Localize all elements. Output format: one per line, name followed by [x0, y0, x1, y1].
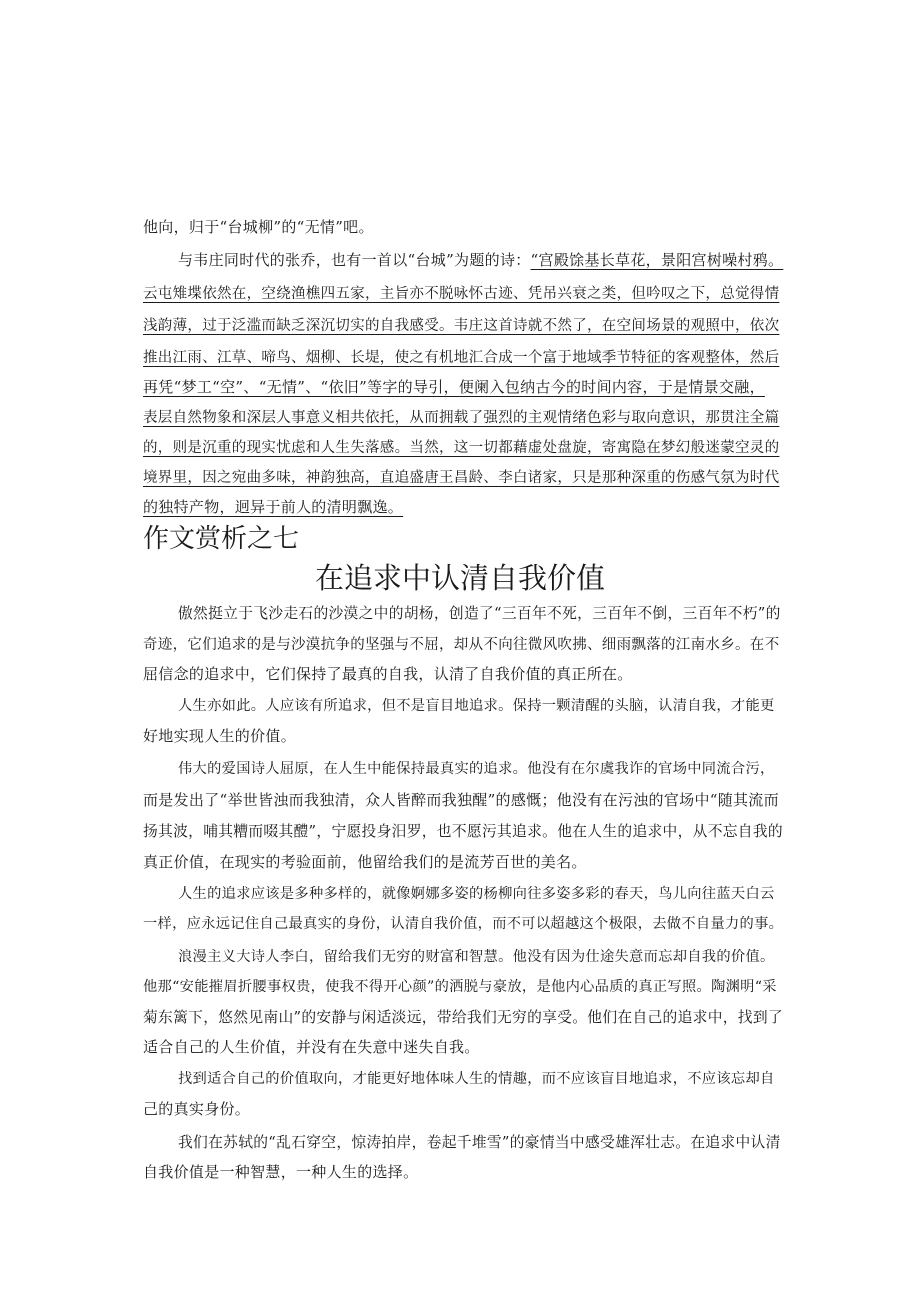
excerpt-line: 他向，归于“台城柳”的“无情”吧。 — [143, 218, 374, 236]
quoted-poem: “宫殿馀基长草花，景阳宫树噪村鸦。 — [530, 251, 784, 269]
essay-line: 菊东篱下，悠然见南山”的安静与闲适淡远，带给我们无穷的享受。他们在自己的追求中，找到了 — [143, 1009, 783, 1026]
excerpt-line: 云屯雉堞依然在，空绕渔樵四五家，主旨亦不脱咏怀古迹、凭吊兴衰之类，但吟叹之下，总觉得情 — [143, 286, 780, 302]
essay-line: 好地实现人生的价值。 — [143, 727, 297, 745]
essay-line: 真正价值，在现实的考验面前，他留给我们的是流芳百世的美名。 — [143, 853, 587, 871]
essay-line: 奇迹，它们追求的是与沙漠抗争的坚强与不屈，却从不向往微风吹拂、细雨飘落的江南水乡。在不 — [143, 637, 780, 653]
essay-line: 扬其波，哺其糟而啜其醴”，宁愿投身汨罗，也不愿污其追求。他在人生的追求中，从不忘自我的 — [143, 823, 783, 840]
essay-line: 浪漫主义大诗人李白，留给我们无穷的财富和智慧。他没有因为仕途失意而忘却自我的价值。 — [178, 949, 775, 965]
excerpt-line: 浅韵薄，过于泛滥而缺乏深沉切实的自我感受。韦庄这首诗就不然了，在空间场景的观照中，依次 — [143, 318, 780, 334]
essay-line: 傲然挺立于飞沙走石的沙漠之中的胡杨，创造了“三百年不死，三百年不倒，三百年不朽”的 — [178, 605, 781, 622]
essay-line: 找到适合自己的价值取向，才能更好地体味人生的情趣，而不应该盲目地追求，不应该忘却自 — [178, 1071, 775, 1087]
essay-line: 人生的追求应该是多种多样的，就像婀娜多姿的杨柳向往多姿多彩的春天，鸟儿向往蓝天白云 — [178, 886, 775, 902]
essay-line: 己的真实身份。 — [143, 1100, 251, 1118]
excerpt-line: 推出江雨、江草、啼鸟、烟柳、长堤，使之有机地汇合成一个富于地域季节特征的客观整体，然后 — [143, 350, 780, 366]
essay-line: 伟大的爱国诗人屈原，在人生中能保持最真实的追求。他没有在尔虞我诈的官场中同流合污， — [178, 761, 775, 777]
essay-line: 一样，应永远记住自己最真实的身份，认清自我价值，而不可以超越这个极限，去做不自量力的事。 — [143, 916, 784, 932]
excerpt-line: 的，则是沉重的现实忧虑和人生失落感。当然，这一切都藉虚处盘旋，寄寓隐在梦幻般迷蒙空灵的 — [143, 440, 780, 456]
essay-line: 自我价值是一种智慧，一种人生的选择。 — [143, 1163, 419, 1181]
excerpt-line: 的独特产物，迥异于前人的清明飘逸。 — [143, 498, 404, 516]
excerpt-line: 表层自然物象和深层人事意义相共依托，从而拥载了强烈的主观情绪色彩与取向意识，那贯注全篇 — [143, 410, 780, 426]
essay-line: 而是发出了“举世皆浊而我独清，众人皆醉而我独醒”的感慨；他没有在污浊的官场中“随其流而 — [143, 791, 779, 809]
essay-line: 适合自己的人生价值，并没有在失意中迷失自我。 — [143, 1038, 480, 1056]
essay-line: 屈信念的追求中，它们保持了最真的自我，认清了自我价值的真正所在。 — [143, 665, 633, 683]
excerpt-line: 再凭“梦工“空”、“无情”、“依旧”等字的导引，便阑入包纳古今的时间内容，于是情景交融， — [143, 378, 765, 396]
section-title: 作文赏析之七 — [143, 524, 300, 554]
essay-title: 在追求中认清自我价值 — [314, 561, 605, 595]
excerpt-line-lead: 与韦庄同时代的张乔，也有一首以“台城”为题的诗： — [178, 251, 531, 269]
excerpt-line: 境界里，因之宛曲多味，神韵独高，直追盛唐王昌龄、李白诸家，只是那种深重的伤感气氛为时代 — [143, 470, 780, 486]
essay-line: 人生亦如此。人应该有所追求，但不是盲目地追求。保持一颗清醒的头脑，认清自我，才能更 — [178, 698, 775, 714]
excerpt-line — [178, 249, 783, 270]
essay-line: 他那“安能摧眉折腰事权贵，使我不得开心颜”的洒脱与豪放，是他内心品质的真正写照。陶渊明“采 — [143, 979, 777, 995]
essay-line: 我们在苏轼的“乱石穿空，惊涛拍岸，卷起千堆雪”的豪情当中感受雄浑壮志。在追求中认清 — [178, 1134, 781, 1151]
